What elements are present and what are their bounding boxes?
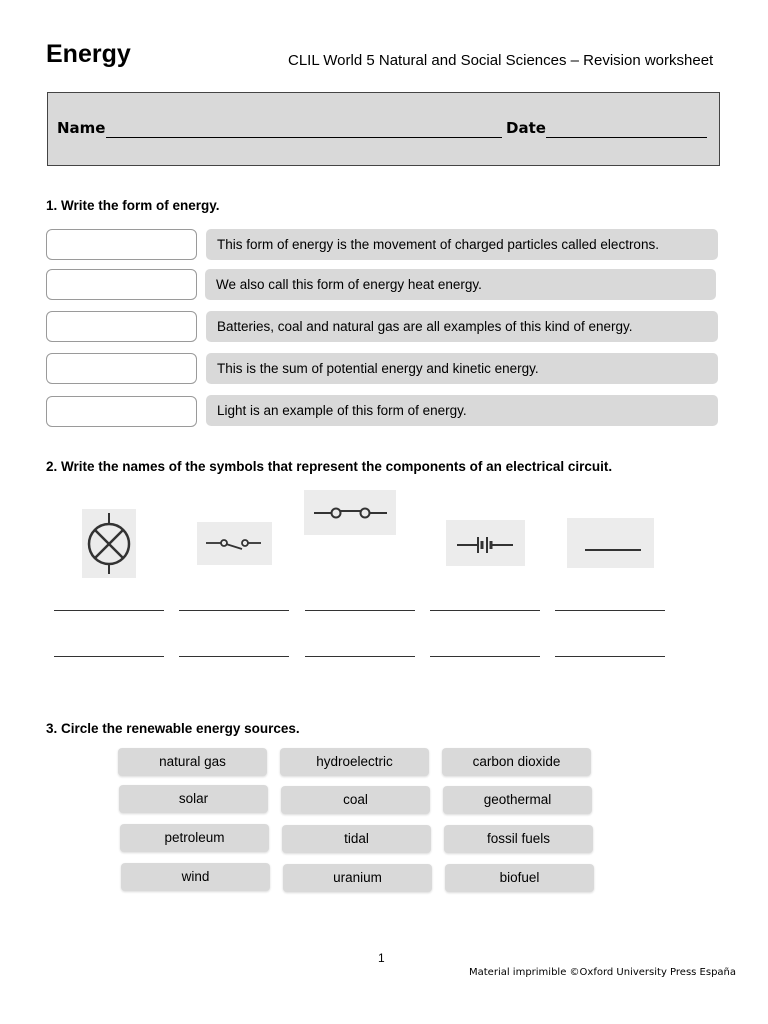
energy-source-option[interactable]: fossil fuels [444, 825, 593, 853]
lamp-symbol-icon [82, 509, 136, 578]
section3-heading: 3. Circle the renewable energy sources. [46, 721, 300, 736]
symbol-answer-line[interactable] [430, 610, 540, 611]
answer-box-1[interactable] [46, 229, 197, 260]
energy-source-option[interactable]: geothermal [443, 786, 592, 814]
answer-box-5[interactable] [46, 396, 197, 427]
energy-source-option[interactable]: hydroelectric [280, 748, 429, 776]
energy-source-option[interactable]: coal [281, 786, 430, 814]
clue-3: Batteries, coal and natural gas are all examples of this kind of energy. [206, 311, 718, 342]
page-number: 1 [378, 951, 385, 965]
name-date-box [47, 92, 720, 166]
open-switch-symbol-icon [197, 522, 272, 565]
name-label: Name [57, 119, 106, 137]
page-title: Energy [46, 40, 131, 68]
energy-source-option[interactable]: wind [121, 863, 270, 891]
section2-heading: 2. Write the names of the symbols that represent the components of an electrical circuit. [46, 459, 613, 474]
symbol-answer-line[interactable] [555, 656, 665, 657]
symbol-answer-line[interactable] [179, 656, 289, 657]
closed-switch-symbol-icon [304, 490, 396, 535]
date-field[interactable] [546, 137, 707, 138]
symbol-answer-line[interactable] [54, 656, 164, 657]
symbol-answer-line[interactable] [305, 656, 415, 657]
name-field[interactable] [106, 137, 502, 138]
section1-heading: 1. Write the form of energy. [46, 198, 220, 213]
answer-box-2[interactable] [46, 269, 197, 300]
energy-source-option[interactable]: solar [119, 785, 268, 813]
symbol-answer-line[interactable] [555, 610, 665, 611]
answer-box-4[interactable] [46, 353, 197, 384]
battery-symbol-icon [446, 520, 525, 566]
worksheet-subtitle: CLIL World 5 Natural and Social Sciences – Revision worksheet [288, 52, 714, 69]
energy-source-option[interactable]: natural gas [118, 748, 267, 776]
symbol-answer-line[interactable] [305, 610, 415, 611]
clue-4: This is the sum of potential energy and kinetic energy. [206, 353, 718, 384]
clue-2: We also call this form of energy heat energy. [205, 269, 716, 300]
energy-source-option[interactable]: carbon dioxide [442, 748, 591, 776]
answer-box-3[interactable] [46, 311, 197, 342]
wire-symbol-icon [567, 518, 654, 568]
clue-1: This form of energy is the movement of charged particles called electrons. [206, 229, 718, 260]
energy-source-option[interactable]: uranium [283, 864, 432, 892]
copyright-footer: Material imprimible ©Oxford University Press España [469, 967, 737, 978]
energy-source-option[interactable]: biofuel [445, 864, 594, 892]
energy-source-option[interactable]: petroleum [120, 824, 269, 852]
symbol-answer-line[interactable] [430, 656, 540, 657]
symbol-answer-line[interactable] [179, 610, 289, 611]
symbol-answer-line[interactable] [54, 610, 164, 611]
energy-source-option[interactable]: tidal [282, 825, 431, 853]
clue-5: Light is an example of this form of energy. [206, 395, 718, 426]
date-label: Date [506, 119, 546, 137]
